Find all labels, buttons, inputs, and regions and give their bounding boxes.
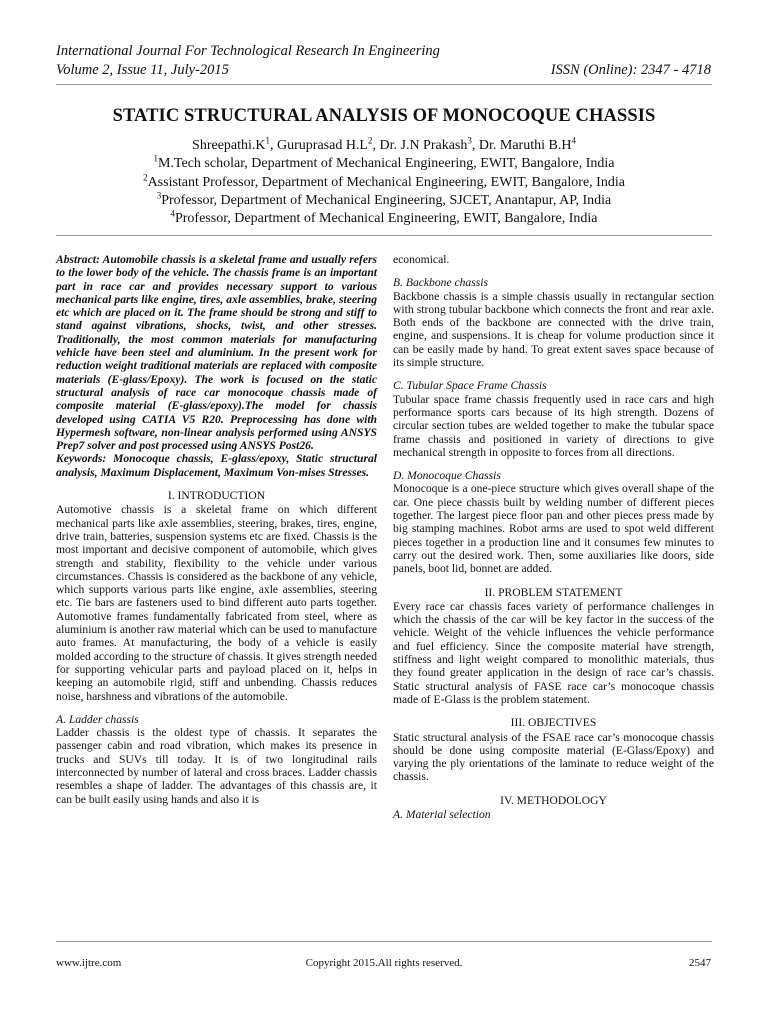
title-divider [56,235,712,236]
page-number: 2547 [689,957,711,969]
abstract: Abstract: Automobile chassis is a skeletal frame and usually refers to the lower body of the vehicle. The chassis frame is an important part in race car and provides necessary support to various mechanical parts like engine, tires, axle assemblies, brake, steering etc which are placed on it. The frame should be strong and stiff to stand against vibrations, shocks, twist, and other stresses. Traditionally, the most common materials for manufacturing vehicle have been steel and aluminium. In the present work for reduction weight traditional materials are replaced with composite materials (E-glass/Epoxy). The work is focused on the static structural analysis of race car monocoque chassis made of composite material (E-glass/epoxy).The model for chassis developed using CATIA V5 R20. Preprocessing has done with Hypermesh software, non-linear analysis performed using ANSYS Prep7 solver and post processed using ANSYS Post26. [56,253,377,453]
tubular-text: Tubular space frame chassis frequently used in race cars and high performance sports cars because of its high strength. Dozens of circular section tubes are welded together to make the tubular space frame chassis and positioned in variety of directions to give mechanical strength in opposite to forces from all directions. [393,392,714,459]
problem-text: Every race car chassis faces variety of performance challenges in which the chassis of the car will be key factor in the success of the vehicle. Weight of the vehicle influences the vehicle performance and fuel efficiency. Since the composite material have strength, stiffness and light weight compared to monolithic materials, thus they found greater application in the design of race car’s chassis. Static structural analysis of FASE race car’s monocoque chassis made of E-Glass is the problem statement. [393,599,714,706]
affiliation [56,155,712,173]
right-column [393,253,714,821]
author-sup: 2 [368,135,373,146]
affiliation [56,192,712,210]
subsection-heading-monocoque: D. Monocoque Chassis [393,469,501,483]
author-sup: 1 [265,135,271,146]
affiliation-text: Professor, Department of Mechanical Engineering, EWIT, Bangalore, India [174,211,598,226]
author-name: Dr. J.N Prakash [379,138,468,153]
keywords: Keywords: Monocoque chassis, E-glass/epoxy, Static structural analysis, Maximum Displacement, Maximum Von-mises Stresses. [56,452,377,479]
subsection-heading-material: A. Material selection [393,807,491,821]
affiliation [56,174,712,192]
affiliation [56,210,712,228]
affiliation-sup: 3 [156,190,162,201]
author-sup: 3 [467,135,472,146]
author-name: Guruprasad H.L [277,138,368,153]
affiliation-text: Assistant Professor, Department of Mechanical Engineering, EWIT, Bangalore, India [147,175,625,190]
continued-text: economical. [393,253,450,266]
section-heading-objectives: III. OBJECTIVES [510,716,597,730]
section-heading-introduction: I. INTRODUCTION [167,489,266,503]
objectives-text: Static structural analysis of the FSAE race car’s monocoque chassis should be done using composite material (E-Glass/Epoxy) and varying the ply orientations of the laminate to reduce weight of the chassis. [393,730,714,784]
affiliation-text: M.Tech scholar, Department of Mechanical Engineering, EWIT, Bangalore, India [157,156,615,171]
monocoque-text: Monocoque is a one-piece structure which gives overall shape of the car. One piece chassis built by welding number of different pieces together. The largest piece floor pan and other pieces press made by big stamping machines. Robot arms are used to spot weld different pieces together in a production line and it consumes few minutes to carry out the desired work. Then, some auxiliaries like doors, side panels, boot lid, bonnet are added. [393,482,714,576]
ladder-text: Ladder chassis is the oldest type of chassis. It separates the passenger cabin and road vibration, which makes its presence in trucks and SUVs till today. It is of two longitudinal rails interconnected by number of lateral and cross braces. Ladder chassis resembles a shape of ladder. The advantages of this chassis are, it can be built easily using hands and also it is [56,726,377,806]
introduction-text: Automotive chassis is a skeletal frame on which different mechanical parts like axle assemblies, steering, brakes, tires, engine, drive train, batteries, suspension systems etc are fixed. Chassis is the most important and decisive component of automobile, which gives strength and stability, flexibility to the vehicle under various circumstances. Chassis is considered as the backbone of any vehicle, which supports various parts like engine, axle assemblies, steering etc. Tie bars are fasteners used to bind different auto parts together. Automotive frames fundamentally fabricated from steel, where as aluminium is another raw material which can be used to manufacture auto frames. At manufacturing, the body of a vehicle is easily molded according to the structure of chassis. It gives strength needed for supporting vehicular parts and payload placed on it, helps in keeping an automobile rigid, stiff and unbending. Chassis reduces noise, harshness and vibrations of the automobile. [56,503,377,703]
footer-divider [56,941,712,942]
header-divider [56,84,712,85]
paper-title: STATIC STRUCTURAL ANALYSIS OF MONOCOQUE CHASSIS [112,106,656,126]
author-sup: 4 [571,135,576,146]
author-name: Dr. Maruthi B.H [478,138,572,153]
subsection-heading-backbone: B. Backbone chassis [393,276,488,290]
section-heading-problem: II. PROBLEM STATEMENT [484,585,623,599]
author-name: Shreepathi.K [192,138,266,153]
journal-name: International Journal For Technological Research In Engineering [56,43,440,59]
footer-copyright: Copyright 2015.All rights reserved. [305,957,463,969]
subsection-heading-ladder: A. Ladder chassis [56,712,139,726]
author-list: $Shreepathi.K^1$, Guruprasad $H.L^2$, Dr. J.N Prakash$^3$, Dr. Maruthi $B.H^4$ [192,135,576,153]
section-heading-methodology: IV. METHODOLOGY [500,793,607,807]
affiliation-sup: 2 [143,172,148,183]
journal-issn: ISSN (Online): 2347 - 4718 [550,62,711,78]
journal-volume: Volume 2, Issue 11, July-2015 [56,62,229,78]
affiliation-sup: 1 [153,153,158,164]
affiliation-sup: 4 [170,208,175,219]
affiliation-text: Professor, Department of Mechanical Engineering, SJCET, Anantapur, AP, India [161,193,612,208]
subsection-heading-tubular: C. Tubular Space Frame Chassis [393,379,547,393]
backbone-text: Backbone chassis is a simple chassis usually in rectangular section with strong tubular backbone which connects the front and rear axle. Both ends of the backbone are connected with the drive train, engine, and suspensions. It is cheap for volume production since it can be easily made by hand. To great extent saves space because of its simple structure. [393,289,714,370]
footer-url[interactable]: www.ijtre.com [56,957,122,969]
left-column [56,253,377,806]
